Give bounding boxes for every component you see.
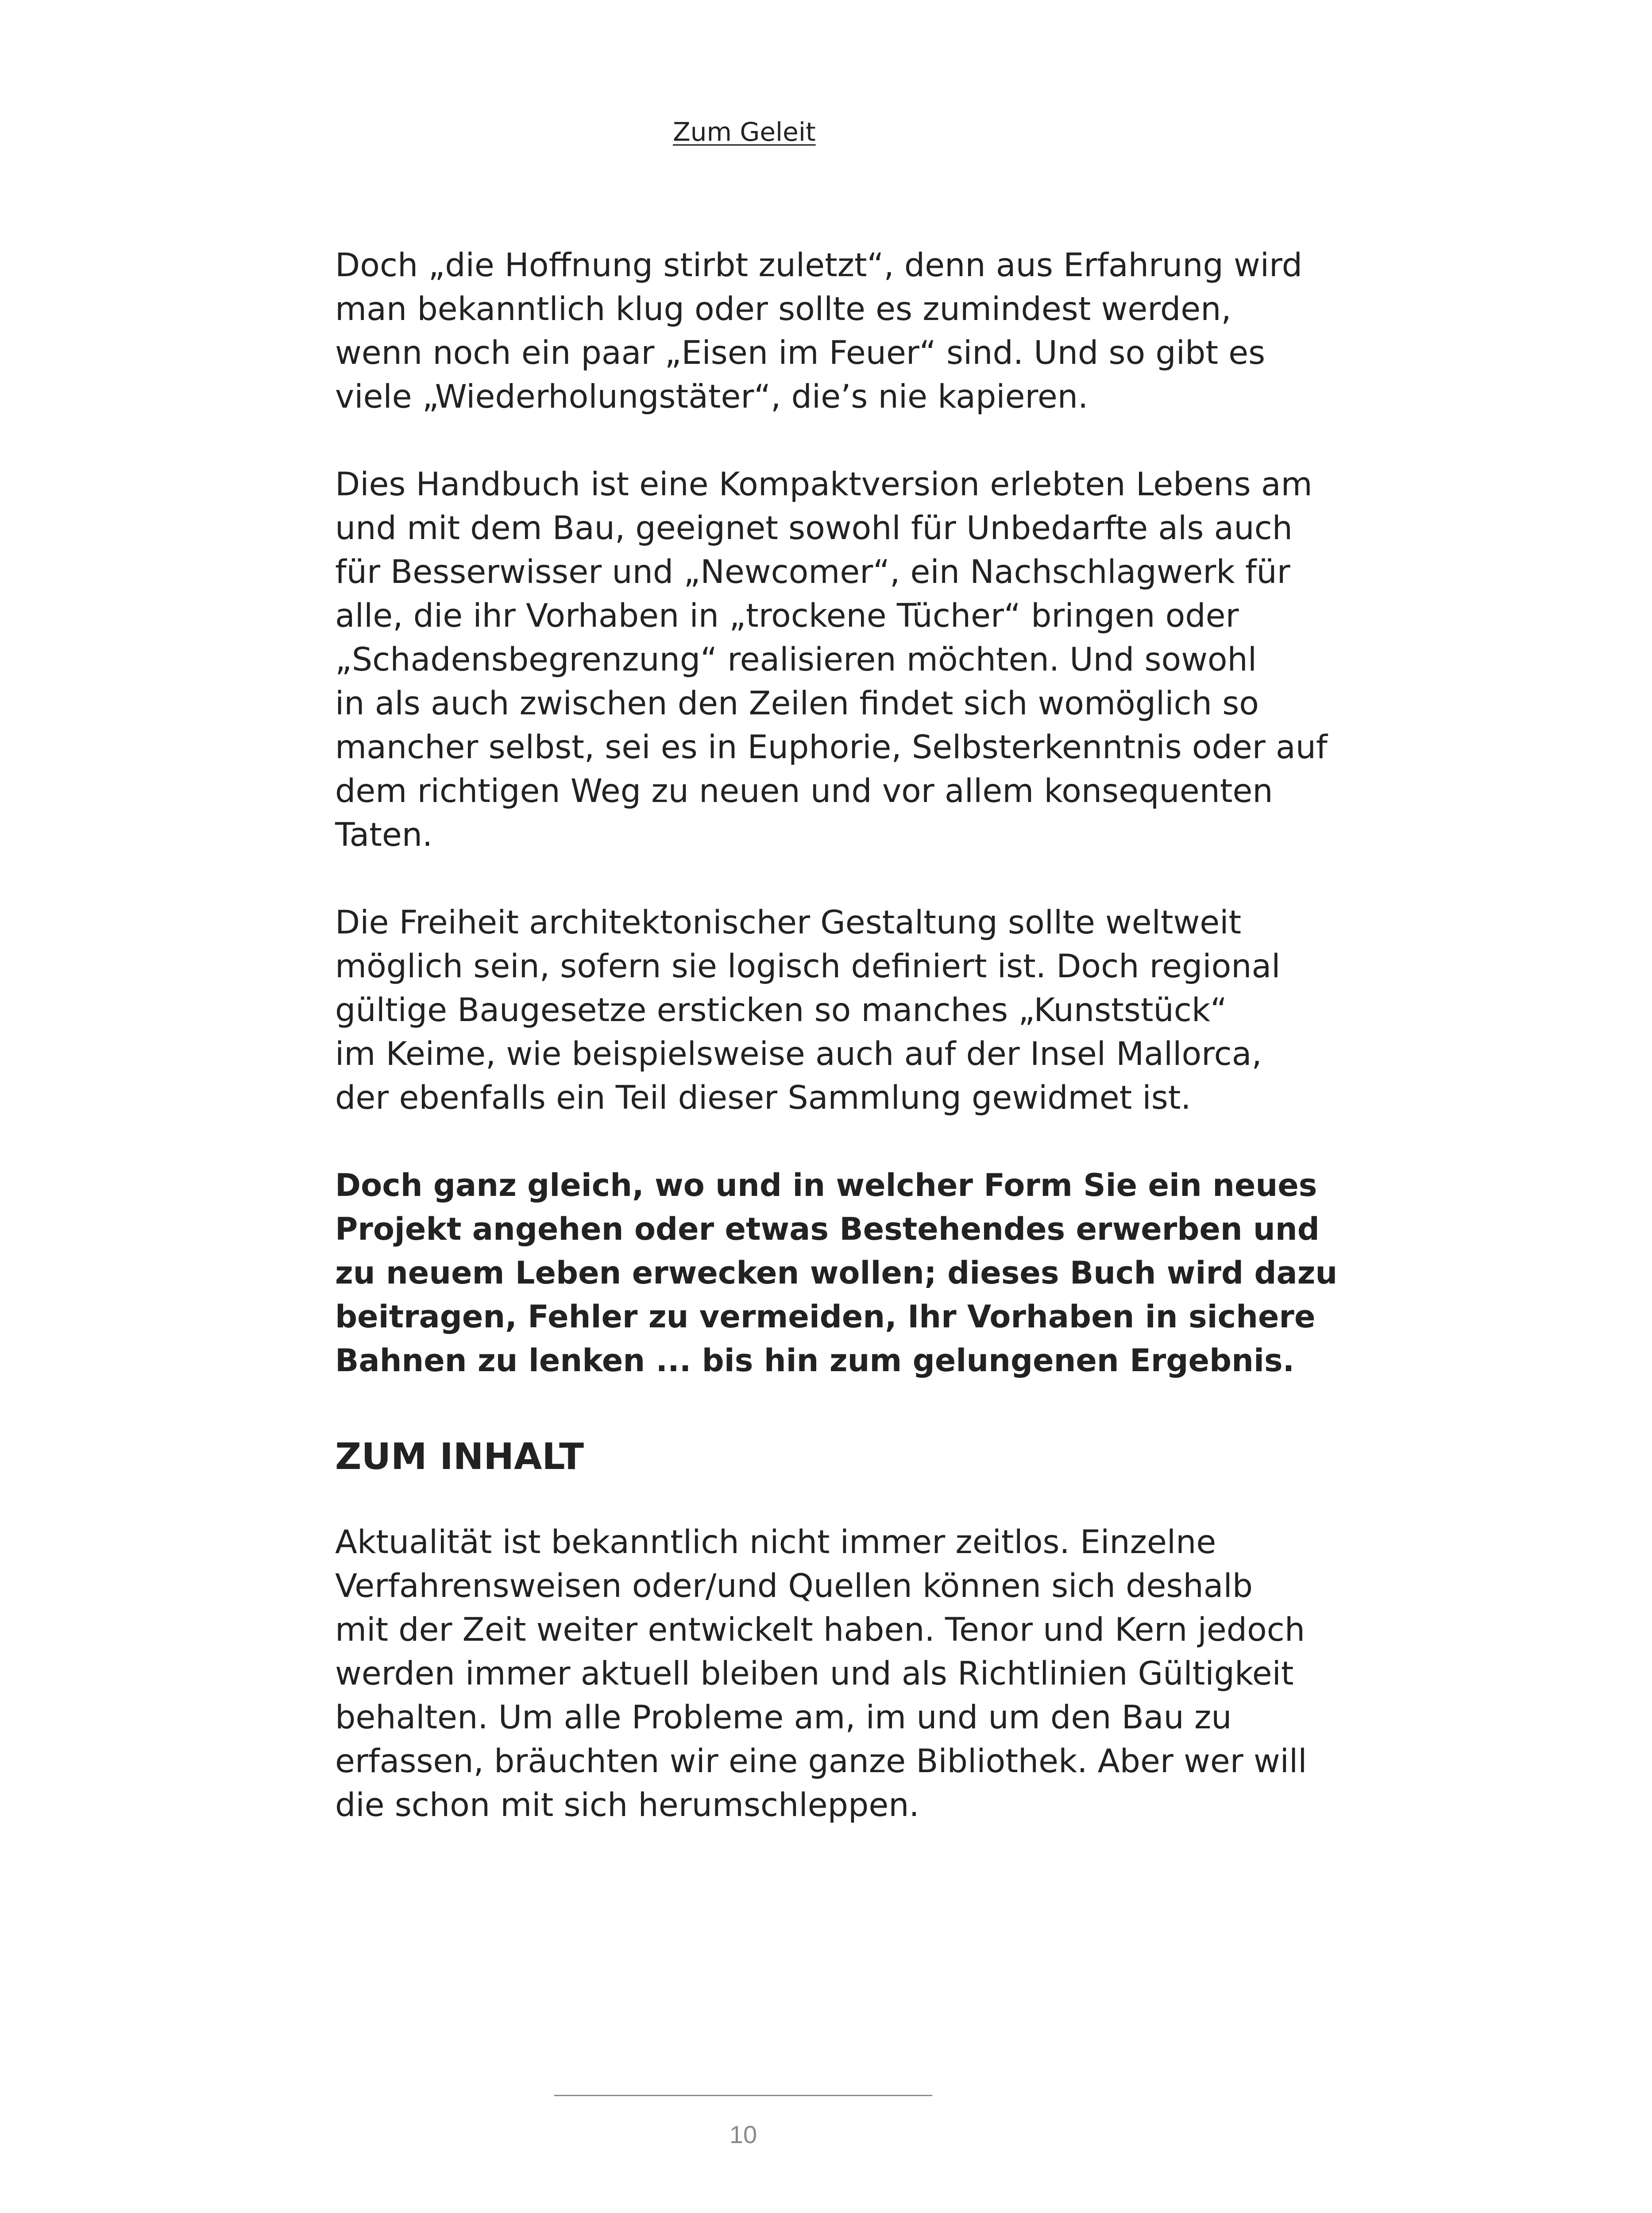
paragraph-freiheit <box>335 901 1353 1120</box>
text-line: Taten. <box>335 816 433 854</box>
text-line: für Besserwisser und „Newcomer“, ein Nachschlagwerk für <box>335 553 1290 591</box>
text-line: die schon mit sich herumschleppen. <box>335 1786 919 1824</box>
text-line: mit der Zeit weiter entwickelt haben. Tenor und Kern jedoch <box>335 1611 1305 1649</box>
text-line: werden immer aktuell bleiben und als Richtlinien Gültigkeit <box>335 1655 1294 1693</box>
footer-divider <box>554 2095 932 2096</box>
page-body <box>335 243 1353 1871</box>
text-line: beitragen, Fehler zu vermeiden, Ihr Vorhaben in sichere <box>335 1299 1316 1335</box>
paragraph-inhalt <box>335 1520 1353 1827</box>
section-heading: ZUM INHALT <box>335 1436 584 1478</box>
text-line: Dies Handbuch ist eine Kompaktversion erlebten Lebens am <box>335 466 1312 503</box>
text-line: Verfahrensweisen oder/und Quellen können sich deshalb <box>335 1567 1253 1605</box>
text-line: im Keime, wie beispielsweise auch auf der Insel Mallorca, <box>335 1035 1262 1073</box>
text-line: Bahnen zu lenken ... bis hin zum gelungenen Ergebnis. <box>335 1342 1295 1379</box>
running-header: Zum Geleit <box>673 117 816 147</box>
text-line: erfassen, bräuchten wir eine ganze Bibliothek. Aber wer will <box>335 1743 1307 1780</box>
text-line: Projekt angehen oder etwas Bestehendes erwerben und <box>335 1211 1320 1247</box>
text-line: in als auch zwischen den Zeilen findet sich womöglich so <box>335 685 1259 722</box>
text-line: zu neuem Leben erwecken wollen; dieses Buch wird dazu <box>335 1255 1338 1291</box>
text-line: man bekanntlich klug oder sollte es zumindest werden, <box>335 290 1231 328</box>
text-line: mancher selbst, sei es in Euphorie, Selbsterkenntnis oder auf <box>335 729 1328 766</box>
page-number: 10 <box>729 2120 757 2148</box>
paragraph-emphasis <box>335 1164 1353 1383</box>
paragraph-handbuch <box>335 463 1353 857</box>
text-line: behalten. Um alle Probleme am, im und um den Bau zu <box>335 1699 1232 1736</box>
text-line: „Schadensbegrenzung“ realisieren möchten. Und sowohl <box>335 641 1257 679</box>
text-line: Die Freiheit architektonischer Gestaltung sollte weltweit <box>335 904 1242 941</box>
text-line: viele „Wiederholungstäter“, die’s nie kapieren. <box>335 378 1088 416</box>
text-line: alle, die ihr Vorhaben in „trockene Tücher“ bringen oder <box>335 597 1239 635</box>
text-line: gültige Baugesetze ersticken so manches „Kunststück“ <box>335 991 1227 1029</box>
paragraph-hoffnung <box>335 243 1353 419</box>
text-line: der ebenfalls ein Teil dieser Sammlung gewidmet ist. <box>335 1079 1191 1117</box>
text-line: dem richtigen Weg zu neuen und vor allem konsequenten <box>335 772 1273 810</box>
text-line: möglich sein, sofern sie logisch definiert ist. Doch regional <box>335 948 1281 985</box>
text-line: wenn noch ein paar „Eisen im Feuer“ sind. Und so gibt es <box>335 334 1266 372</box>
text-line: und mit dem Bau, geeignet sowohl für Unbedarfte als auch <box>335 509 1293 547</box>
text-line: Doch „die Hoffnung stirbt zuletzt“, denn aus Erfahrung wird <box>335 247 1303 284</box>
text-line: Aktualität ist bekanntlich nicht immer zeitlos. Einzelne <box>335 1523 1216 1561</box>
text-line: Doch ganz gleich, wo und in welcher Form Sie ein neues <box>335 1167 1317 1203</box>
